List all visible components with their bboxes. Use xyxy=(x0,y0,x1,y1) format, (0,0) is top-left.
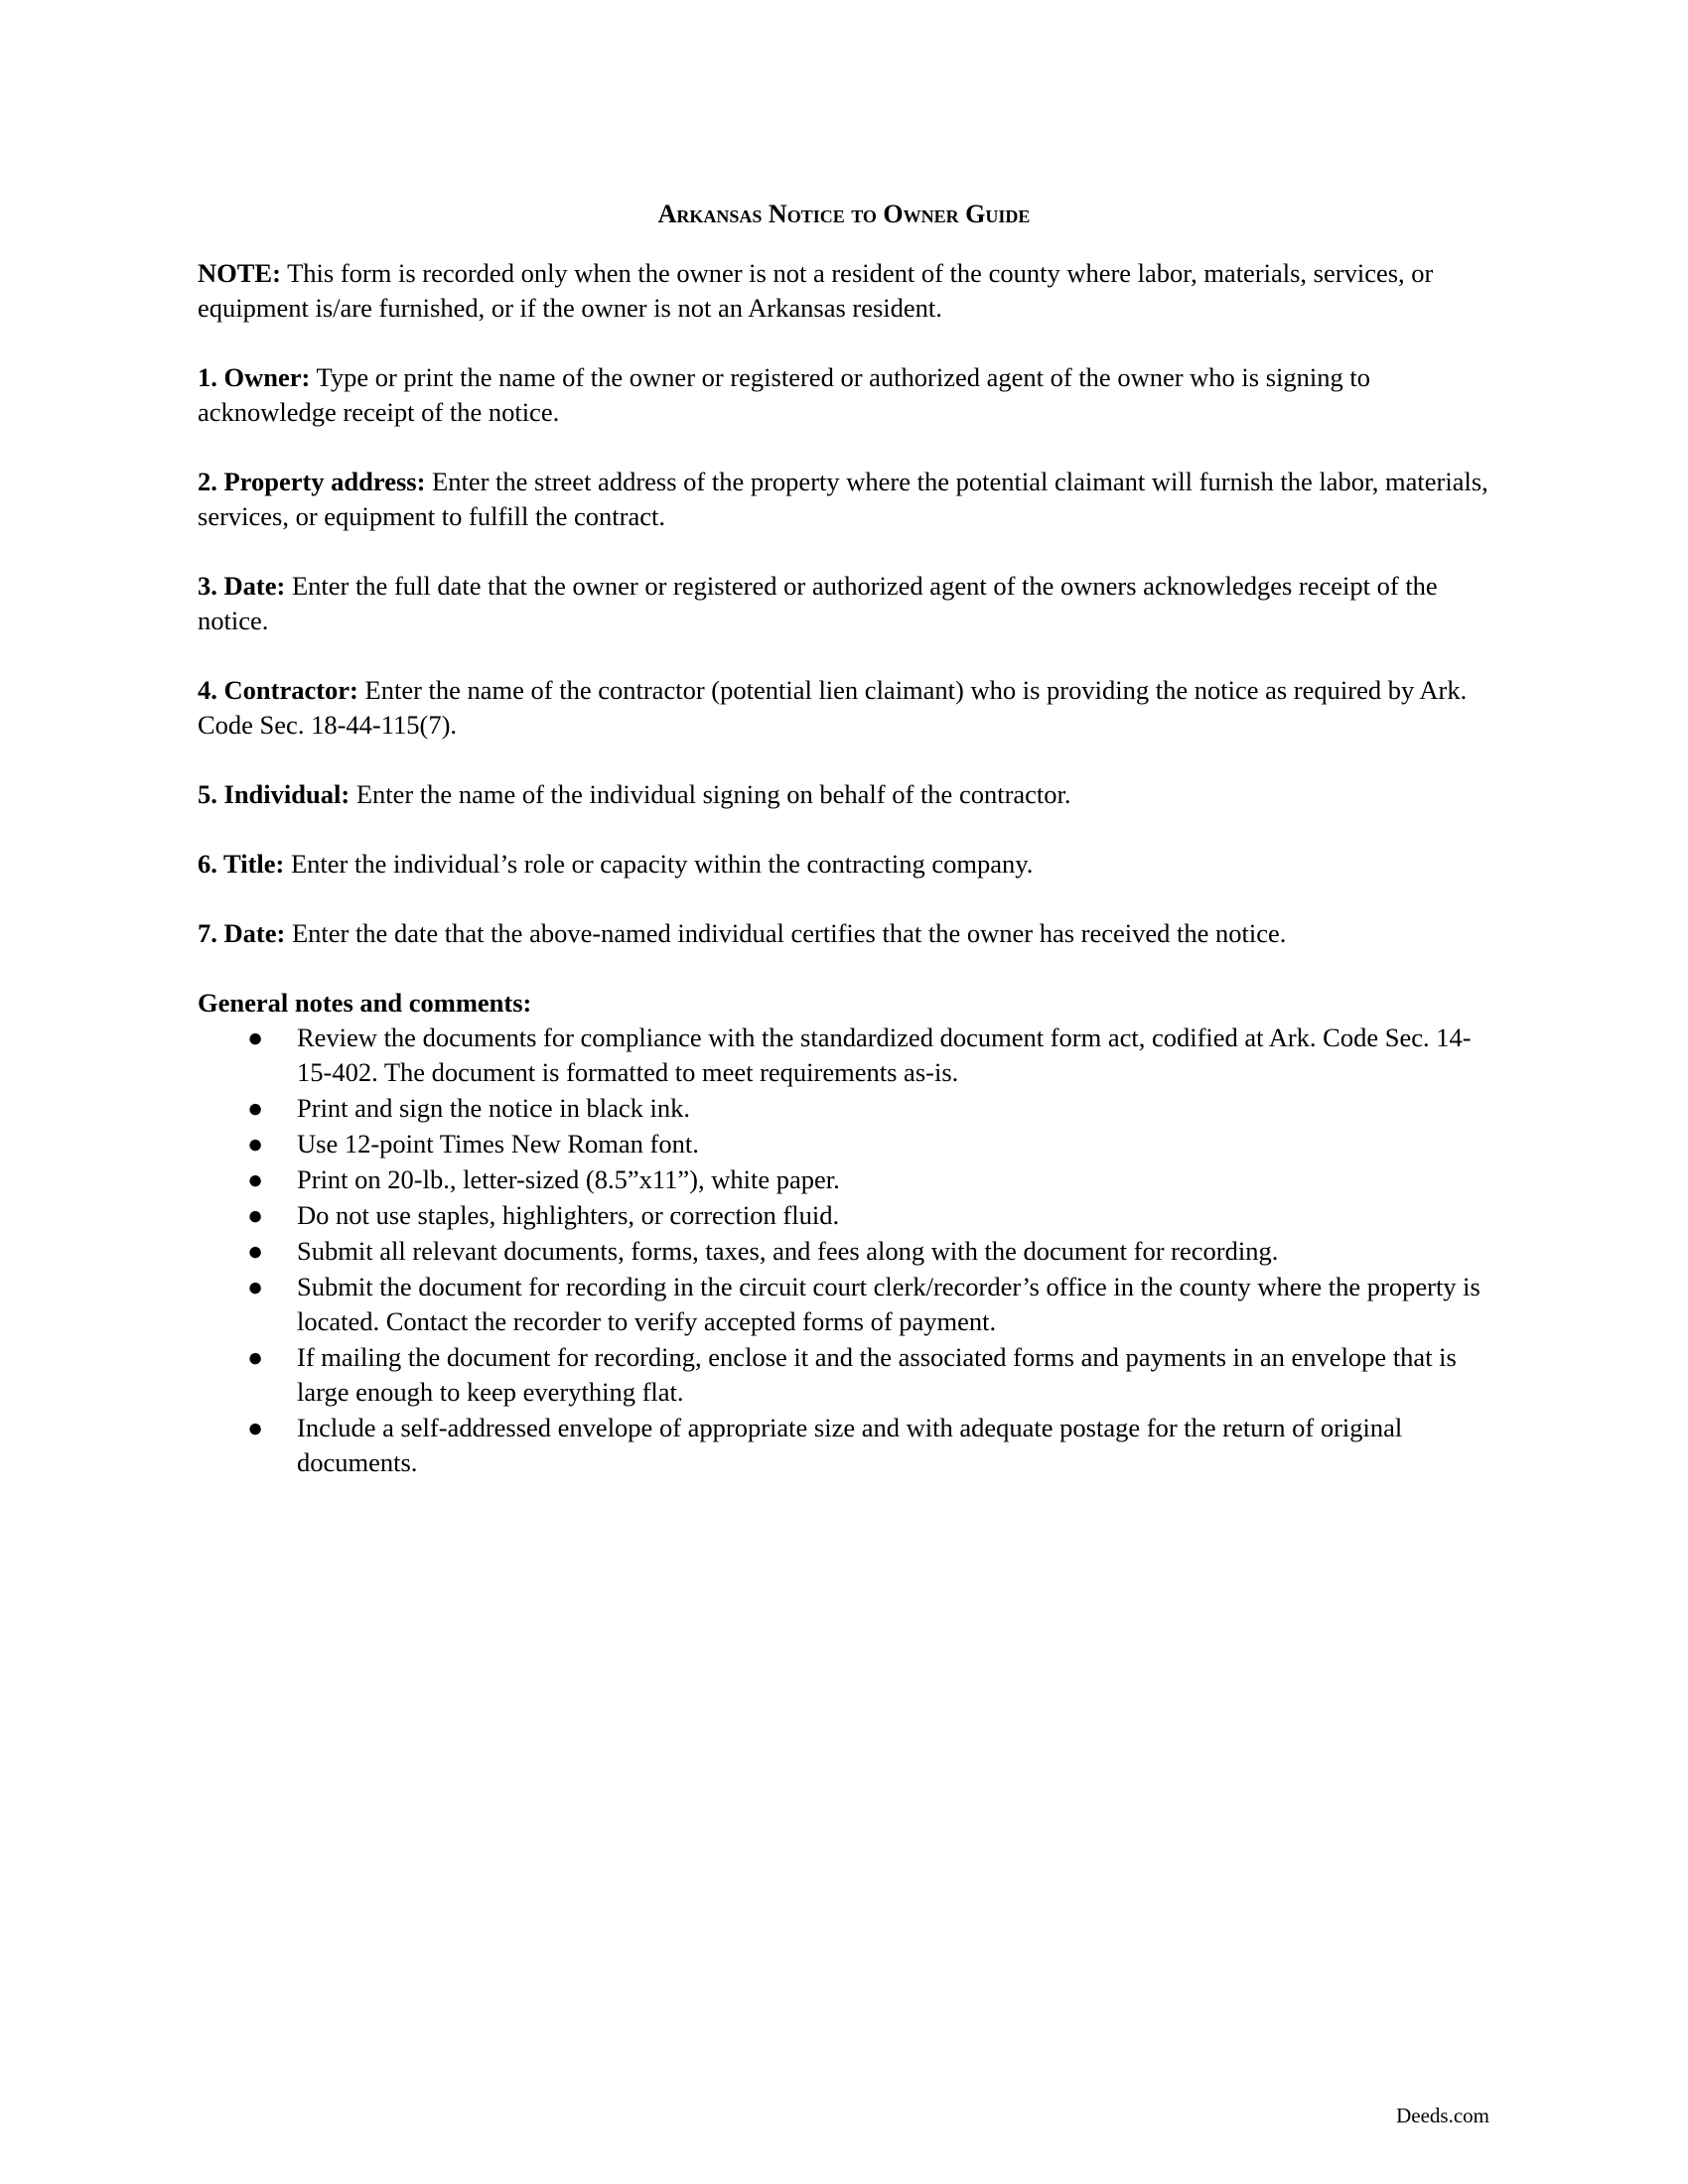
note-text: This form is recorded only when the owner is not a resident of the county where labor, materials, services, or equipment is/are furnished, or if the owner is not an Arkansas resident. xyxy=(198,258,1434,323)
item-text: Enter the individual’s role or capacity within the contracting company. xyxy=(284,849,1034,879)
list-item-text: Submit the document for recording in the circuit court clerk/recorder’s office in the county where the property is located. Contact the recorder to verify accepted forms of payment. xyxy=(297,1272,1480,1336)
footer-brand: Deeds.com xyxy=(1396,2104,1489,2127)
list-item xyxy=(198,1234,1490,1269)
bullet-icon: ● xyxy=(247,1129,264,1159)
item-date-acknowledged xyxy=(198,569,1490,638)
document-title: Arkansas Notice to Owner Guide xyxy=(657,200,1031,228)
list-item-text: Review the documents for compliance with the standardized document form act, codified at Ark. Code Sec. 14-15-402. The document is formatted to meet requirements as-is. xyxy=(297,1023,1472,1087)
list-item xyxy=(198,1127,1490,1161)
list-item-text: Submit all relevant documents, forms, taxes, and fees along with the document for recording. xyxy=(297,1236,1279,1266)
item-label: 1. Owner: xyxy=(198,362,311,392)
list-item xyxy=(198,1162,1490,1197)
list-item xyxy=(198,1270,1490,1339)
bullet-icon: ● xyxy=(247,1413,264,1442)
list-item xyxy=(198,1411,1490,1480)
item-label: 3. Date: xyxy=(198,571,286,601)
item-date-certified xyxy=(198,916,1490,951)
item-label: 5. Individual: xyxy=(198,779,351,809)
item-label: 2. Property address: xyxy=(198,467,426,496)
list-item-text: If mailing the document for recording, enclose it and the associated forms and payments in an envelope that is large enough to keep everything flat. xyxy=(297,1342,1457,1407)
item-title xyxy=(198,847,1490,882)
list-item xyxy=(198,1198,1490,1233)
item-text: Enter the date that the above-named individual certifies that the owner has received the notice. xyxy=(285,918,1287,948)
item-label: 6. Title: xyxy=(198,849,285,879)
item-label: 7. Date: xyxy=(198,918,286,948)
item-label: 4. Contractor: xyxy=(198,675,358,705)
bullet-icon: ● xyxy=(247,1093,264,1123)
list-item xyxy=(198,1021,1490,1090)
note-label: NOTE: xyxy=(198,258,281,288)
item-text: Enter the street address of the property where the potential claimant will furnish the labor, materials, services, or equipment to fulfill the contract. xyxy=(198,467,1488,531)
general-notes-heading: General notes and comments: xyxy=(198,988,532,1018)
list-item-text: Print and sign the notice in black ink. xyxy=(297,1093,690,1123)
bullet-icon: ● xyxy=(247,1272,264,1301)
general-notes-list xyxy=(198,1021,1490,1480)
list-item xyxy=(198,1091,1490,1126)
item-text: Enter the full date that the owner or registered or authorized agent of the owners acknowledges receipt of the notice. xyxy=(198,571,1438,635)
item-text: Enter the name of the individual signing on behalf of the contractor. xyxy=(350,779,1071,809)
item-individual xyxy=(198,777,1490,812)
bullet-icon: ● xyxy=(247,1342,264,1372)
bullet-icon: ● xyxy=(247,1023,264,1052)
list-item-text: Print on 20-lb., letter-sized (8.5”x11”), white paper. xyxy=(297,1164,840,1194)
list-item-text: Include a self-addressed envelope of appropriate size and with adequate postage for the return of original documents. xyxy=(297,1413,1403,1477)
bullet-icon: ● xyxy=(247,1200,264,1230)
document-body xyxy=(198,197,1490,1481)
list-item-text: Use 12-point Times New Roman font. xyxy=(297,1129,699,1159)
item-text: Type or print the name of the owner or registered or authorized agent of the owner who is signing to acknowledge receipt of the notice. xyxy=(198,362,1371,427)
bullet-icon: ● xyxy=(247,1236,264,1266)
list-item-text: Do not use staples, highlighters, or correction fluid. xyxy=(297,1200,840,1230)
item-contractor xyxy=(198,673,1490,743)
item-text: Enter the name of the contractor (potential lien claimant) who is providing the notice as required by Ark. Code Sec. 18-44-115(7). xyxy=(198,675,1468,740)
bullet-icon: ● xyxy=(247,1164,264,1194)
note-paragraph xyxy=(198,256,1490,326)
list-item xyxy=(198,1340,1490,1410)
item-owner xyxy=(198,360,1490,430)
item-property-address xyxy=(198,465,1490,534)
